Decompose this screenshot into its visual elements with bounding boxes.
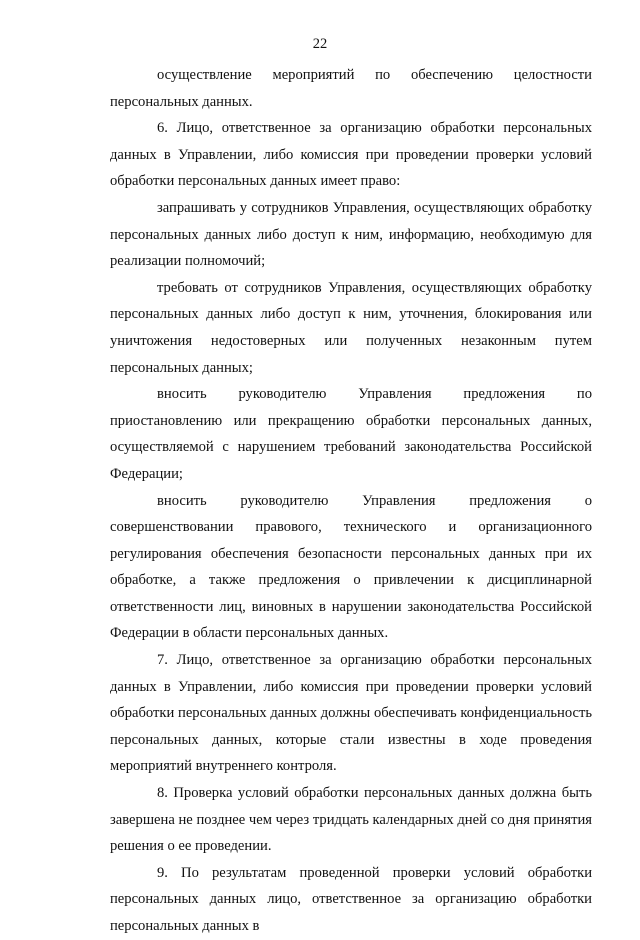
paragraph-item-8: 8. Проверка условий обработки персональных данных должна быть завершена не позднее чем через тридцать календарных дней со дня принятия решения о ее проведении.	[110, 785, 592, 855]
paragraph-right-propose-suspension: вносить руководителю Управления предложения по приостановлению или прекращению обработки персональных данных, осуществляемой с нарушением требований законодательства Российской Федерации;	[110, 386, 592, 482]
paragraph-continuation: осуществление мероприятий по обеспечению целостности персональных данных.	[110, 67, 592, 110]
paragraph-right-propose-improvement: вносить руководителю Управления предложения о совершенствовании правового, технического и организационного регулирования обеспечения безопасности персональных данных при их обработке, а также предложения о привлечении к дисциплинарной ответственности лиц, виновных в нарушении законодательства Российской Федерации в области персональных данных.	[110, 492, 592, 642]
paragraph-right-demand-clarification: требовать от сотрудников Управления, осуществляющих обработку персональных данных либо доступ к ним, уточнения, блокирования или уничтожения недостоверных или полученных незаконным путем персональных данных;	[110, 279, 592, 376]
page-number: 22	[312, 36, 328, 52]
paragraph-item-9: 9. По результатам проведенной проверки условий обработки персональных данных лицо, ответственное за организацию обработки персональных данных в	[110, 864, 592, 934]
body-text	[110, 62, 592, 940]
paragraph-right-request-information: запрашивать у сотрудников Управления, осуществляющих обработку персональных данных либо доступ к ним, информацию, необходимую для реализации полномочий;	[110, 199, 592, 270]
paragraph-item-7: 7. Лицо, ответственное за организацию обработки персональных данных в Управлении, либо комиссия при проведении проверки условий обработки персональных данных должны обеспечивать конфиденциальность персональных данных, которые стали известны в ходе проведения мероприятий внутреннего контроля.	[110, 652, 592, 775]
paragraph-item-6: 6. Лицо, ответственное за организацию обработки персональных данных в Управлении, либо комиссия при проведении проверки условий обработки персональных данных имеет право:	[110, 120, 592, 190]
